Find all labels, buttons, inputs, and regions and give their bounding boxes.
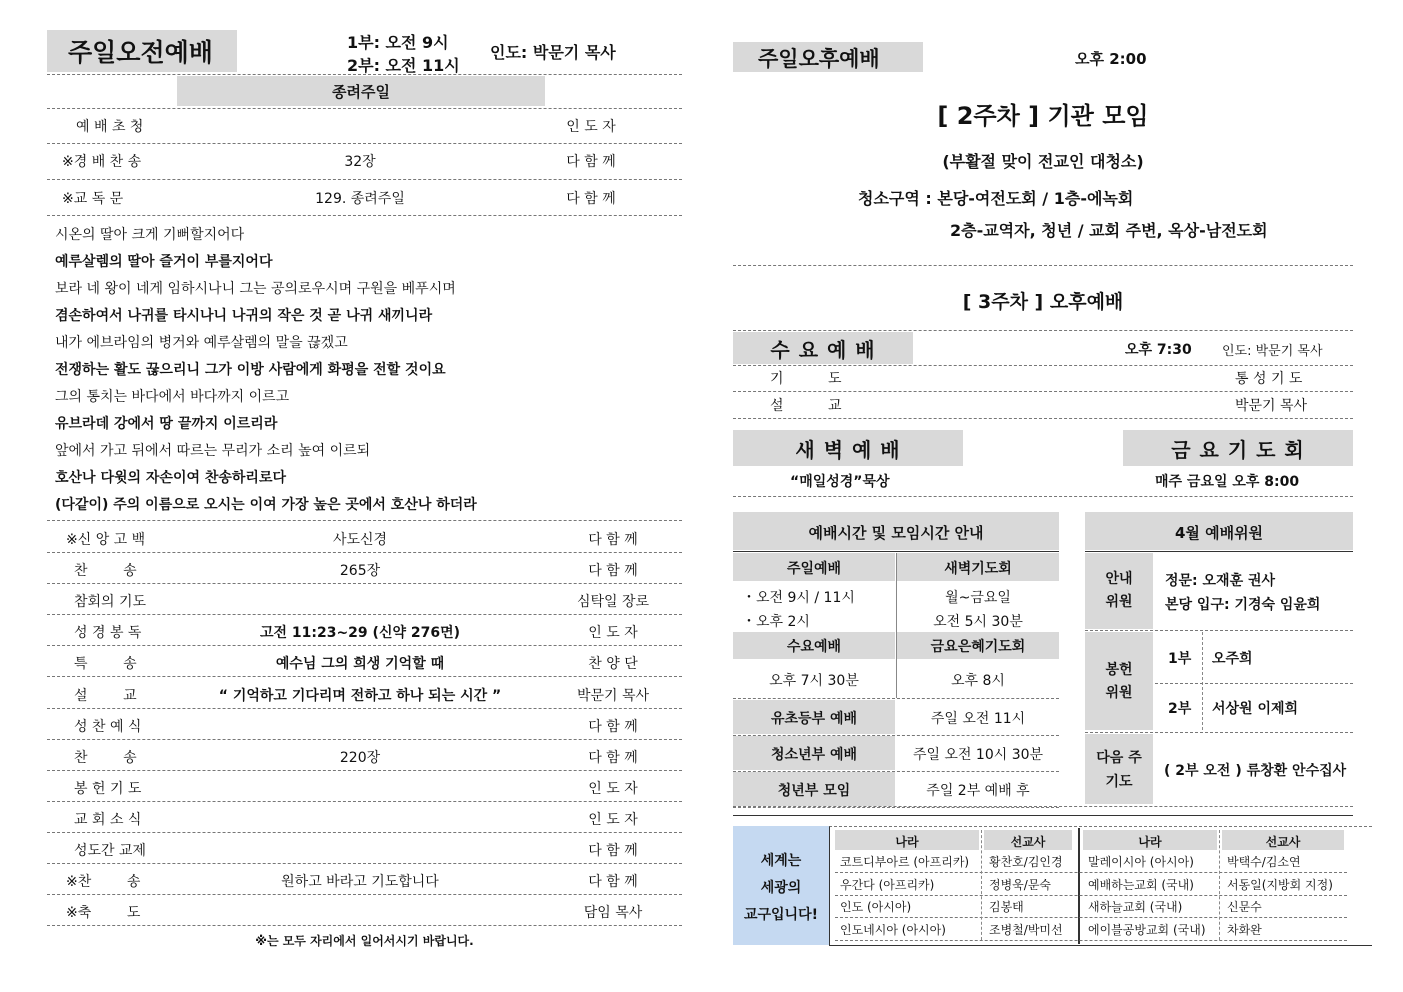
- reading-line: 유브라데 강에서 땅 끝까지 이르리라: [55, 416, 278, 432]
- missions-cell: 새하늘교회 (국내): [1088, 900, 1183, 914]
- order-row: [48, 182, 682, 212]
- reading-line: 시온의 딸아 크게 기뻐할지어다: [55, 227, 245, 243]
- reading-line: 전쟁하는 활도 끊으리니 그가 이방 사람에게 화평을 전할 것이요: [55, 362, 446, 378]
- schedule-row-label: 청년부 모임: [777, 783, 851, 799]
- missions-cell: 예배하는교회 (국내): [1088, 878, 1194, 892]
- divider: [733, 365, 1353, 366]
- missions-label-line: 세광의: [760, 880, 802, 896]
- wednesday-time: 오후 7:30: [1125, 342, 1192, 358]
- order-label: 교 회 소 식: [74, 812, 142, 828]
- order-who: 인 도 자: [588, 781, 638, 797]
- divider: [835, 917, 1347, 918]
- schedule-title: 예배시간 및 모임시간 안내: [808, 524, 984, 542]
- order-label: 특 송: [74, 656, 137, 672]
- divider: [47, 614, 682, 615]
- divider: [47, 520, 682, 521]
- reading-line: 내가 에브라임의 병거와 예루살렘의 말을 끊겠고: [55, 335, 348, 351]
- order-label: ※경 배 찬 송: [62, 154, 142, 170]
- wednesday-leader: 인도: 박문기 목사: [1222, 344, 1323, 359]
- order-label: 찬 송: [74, 563, 137, 579]
- order-who: 박문기 목사: [576, 688, 650, 704]
- order-content: “ 기억하고 기다리며 전하고 하나 되는 시간 ”: [218, 688, 502, 704]
- guide-2: 본당 입구: 기경숙 임윤희: [1165, 597, 1321, 613]
- missions-cell: 박택수/김소연: [1227, 855, 1301, 869]
- order-content: 32장: [344, 154, 376, 170]
- dawn-content: “매일성경”묵상: [790, 474, 890, 490]
- order-row: [48, 554, 682, 584]
- missions-cell: 신문수: [1227, 900, 1262, 914]
- missions-cell: 황찬호/김인경: [989, 855, 1063, 869]
- clean-line-1: 청소구역 : 본당-여전도회 / 1층-에녹회: [858, 189, 1134, 208]
- order-label: ※신 앙 고 백: [66, 532, 146, 548]
- divider: [1085, 551, 1353, 552]
- sunday-header: 주일예배: [786, 561, 842, 577]
- divider: [733, 418, 1353, 419]
- divider: [1155, 683, 1353, 684]
- theme-title: 종려주일: [332, 83, 390, 101]
- order-row: [48, 523, 682, 553]
- wednesday-row-label: 설 교: [770, 398, 842, 414]
- committee-title: 4월 예배위원: [1174, 524, 1264, 542]
- divider: [47, 143, 682, 144]
- order-content: 220장: [339, 750, 381, 766]
- order-label: 봉 헌 기 도: [74, 781, 142, 797]
- order-who: 다 함 께: [588, 719, 638, 735]
- divider: [835, 940, 1347, 941]
- order-content: 265장: [339, 563, 381, 579]
- divider: [1085, 630, 1353, 631]
- order-label: ※교 독 문: [62, 191, 124, 207]
- next-prayer-value: ( 2부 오전 ) 류창환 안수집사: [1164, 763, 1347, 779]
- divider: [835, 872, 1347, 873]
- friday-title: 금 요 기 도 회: [1171, 438, 1305, 462]
- offering-1-key: 1부: [1168, 651, 1192, 667]
- missions-cell: 에이블공방교회 (국내): [1088, 923, 1206, 937]
- order-who: 인 도 자: [566, 119, 616, 135]
- order-row: [48, 803, 682, 833]
- order-who: 인 도 자: [588, 812, 638, 828]
- reading-line: 앞에서 가고 뒤에서 따르는 무리가 소리 높여 이르되: [55, 443, 371, 459]
- divider: [733, 806, 1353, 807]
- wednesday-title: 수 요 예 배: [770, 338, 876, 362]
- divider: [1085, 732, 1353, 733]
- clean-line-2: 2층-교역자, 청년 / 교회 주변, 옥상-남전도회: [950, 221, 1268, 240]
- morning-leader: 인도: 박문기 목사: [490, 43, 616, 62]
- schedule-row-value: 주일 오전 11시: [930, 711, 1026, 727]
- wednesday-row-who: 박문기 목사: [1235, 398, 1308, 414]
- order-who: 다 함 께: [588, 843, 638, 859]
- order-label: 설 교: [74, 688, 137, 704]
- vline: [1202, 632, 1203, 730]
- offering-2-key: 2부: [1168, 701, 1192, 717]
- schedule-row-label: 유초등부 예배: [770, 711, 858, 727]
- reading-line: 겸손하여서 나귀를 타시나니 나귀의 작은 것 곧 나귀 새끼니라: [55, 308, 433, 324]
- order-label: 성 찬 예 식: [74, 719, 142, 735]
- missions-cell: 김봉태: [989, 900, 1024, 914]
- order-who: 담임 목사: [583, 905, 643, 921]
- order-who: 다 함 께: [566, 191, 616, 207]
- order-row: [48, 865, 682, 895]
- dawn-title: 새 벽 예 배: [795, 438, 901, 462]
- dawn-time-2: 오전 5시 30분: [933, 614, 1023, 630]
- order-row: [48, 585, 682, 615]
- order-label: 성도간 교제: [74, 843, 147, 859]
- order-row: [48, 616, 682, 646]
- order-content: 예수님 그의 희생 기억할 때: [275, 656, 445, 672]
- afternoon-time: 오후 2:00: [1075, 50, 1147, 68]
- missions-header: 나라: [1138, 835, 1162, 849]
- order-content: 사도신경: [332, 532, 388, 548]
- wednesday-row-who: 통 성 기 도: [1235, 371, 1303, 387]
- schedule-row-value: 주일 오전 10시 30분: [912, 747, 1044, 763]
- order-row: [48, 710, 682, 740]
- morning-title: 주일오전예배: [68, 38, 213, 67]
- order-label: ※축 도: [66, 905, 141, 921]
- order-label: 예 배 초 청: [76, 119, 144, 135]
- missions-label-line: 교구입니다!: [743, 907, 818, 923]
- missions-cell: 인도 (아시아): [840, 900, 912, 914]
- order-content: 고전 11:23~29 (신약 276면): [259, 625, 461, 641]
- guide-label: 안내 위원: [1105, 571, 1133, 610]
- missions-cell: 말레이시아 (아시아): [1088, 855, 1194, 869]
- order-content: 원하고 바라고 기도합니다: [281, 874, 439, 890]
- schedule-row-value: 주일 2부 예배 후: [926, 783, 1030, 799]
- divider: [47, 801, 682, 802]
- missions-cell: 조병철/박미선: [989, 923, 1063, 937]
- week2-title: [ 2주차 ] 기관 모임: [937, 102, 1149, 130]
- vline: [981, 830, 982, 940]
- reading-line: 보라 네 왕이 네게 임하시나니 그는 공의로우시며 구원을 베푸시며: [55, 281, 456, 297]
- divider: [47, 863, 682, 864]
- order-who: 다 함 께: [588, 750, 638, 766]
- sunday-time-1: ・오전 9시 / 11시: [742, 590, 855, 606]
- divider: [733, 265, 1353, 266]
- order-who: 다 함 께: [588, 874, 638, 890]
- order-row: [48, 110, 682, 140]
- missions-cell: 인도네시아 (아시아): [840, 923, 946, 937]
- missions-label: [733, 848, 829, 929]
- dawn-time-1: 월~금요일: [945, 590, 1011, 606]
- order-row: [48, 772, 682, 802]
- missions-header: 선교사: [1010, 835, 1046, 849]
- reading-line: 호산나 다윗의 자손이여 찬송하리로다: [55, 470, 287, 486]
- divider: [733, 698, 1059, 699]
- divider: [733, 551, 1059, 552]
- order-row: [48, 647, 682, 677]
- divider: [733, 330, 1353, 331]
- order-row: [48, 145, 682, 175]
- offering-label: 봉헌 위원: [1105, 662, 1133, 701]
- missions-cell: 정병욱/문숙: [989, 878, 1052, 892]
- week3-title: [ 3주차 ] 오후예배: [962, 291, 1124, 313]
- missions-label-line: 세계는: [760, 853, 802, 869]
- divider: [47, 708, 682, 709]
- order-who: 심탁일 장로: [576, 594, 650, 610]
- wed-value: 오후 7시 30분: [769, 673, 859, 689]
- reading-line: 그의 통치는 바다에서 바다까지 이르고: [55, 389, 290, 405]
- divider: [47, 74, 682, 75]
- guide-1: 정문: 오재훈 권사: [1165, 573, 1276, 589]
- missions-cell: 서동일(지방회 지정): [1227, 878, 1333, 892]
- wed-header: 수요예배: [786, 639, 842, 655]
- divider: [47, 739, 682, 740]
- order-row: [48, 679, 682, 709]
- offering-2-value: 서상원 이제희: [1212, 701, 1299, 717]
- divider: [733, 807, 1059, 808]
- divider: [733, 496, 1353, 497]
- order-row: [48, 896, 682, 926]
- missions-cell: 우간다 (아프리카): [840, 878, 935, 892]
- divider: [47, 108, 682, 109]
- missions-cell: 코트디부아르 (아프리카): [840, 855, 970, 869]
- order-content: 129. 종려주일: [315, 191, 405, 207]
- divider: [47, 925, 682, 926]
- divider: [47, 215, 682, 216]
- divider: [47, 552, 682, 553]
- order-who: 다 함 께: [588, 563, 638, 579]
- order-label: 참회의 기도: [74, 594, 147, 610]
- divider: [47, 832, 682, 833]
- order-who: 다 함 께: [566, 154, 616, 170]
- divider: [835, 895, 1347, 896]
- reading-line: 예루살렘의 딸아 즐거이 부를지어다: [55, 254, 273, 270]
- order-who: 다 함 께: [588, 532, 638, 548]
- morning-time-2: 2부: 오전 11시: [347, 56, 460, 75]
- divider: [47, 179, 682, 180]
- divider: [47, 894, 682, 895]
- vline: [1219, 830, 1220, 940]
- week2-subtitle: (부활절 맞이 전교인 대청소): [942, 152, 1144, 171]
- afternoon-title: 주일오후예배: [758, 47, 880, 71]
- fri-value: 오후 8시: [951, 673, 1005, 689]
- order-row: [48, 834, 682, 864]
- offering-1-value: 오주희: [1212, 651, 1253, 667]
- vline: [1078, 828, 1080, 944]
- schedule-row-label: 청소년부 예배: [770, 747, 858, 763]
- fri-header: 금요은혜기도회: [930, 639, 1026, 655]
- dawn-header: 새벽기도회: [944, 561, 1012, 577]
- divider: [47, 770, 682, 771]
- morning-time-1: 1부: 오전 9시: [347, 33, 449, 52]
- divider: [47, 583, 682, 584]
- order-row: [48, 741, 682, 771]
- divider: [733, 815, 1353, 816]
- order-label: 찬 송: [74, 750, 137, 766]
- divider: [47, 645, 682, 646]
- divider: [733, 391, 1353, 392]
- order-label: 성 경 봉 독: [74, 625, 142, 641]
- order-who: 찬 양 단: [588, 656, 638, 672]
- next-prayer-label: 다음 주 기도: [1096, 750, 1142, 790]
- missions-header: 선교사: [1265, 835, 1301, 849]
- footnote: ※는 모두 자리에서 일어서시기 바랍니다.: [255, 934, 474, 948]
- wednesday-row-label: 기 도: [770, 371, 842, 387]
- divider: [47, 676, 682, 677]
- reading-line: (다같이) 주의 이름으로 오시는 이여 가장 높은 곳에서 호산나 하더라: [55, 497, 477, 513]
- order-label: ※찬 송: [66, 874, 141, 890]
- order-who: 인 도 자: [588, 625, 638, 641]
- missions-cell: 차화완: [1227, 923, 1262, 937]
- missions-header: 나라: [895, 835, 919, 849]
- friday-content: 매주 금요일 오후 8:00: [1155, 474, 1300, 490]
- sunday-time-2: ・오후 2시: [742, 614, 810, 630]
